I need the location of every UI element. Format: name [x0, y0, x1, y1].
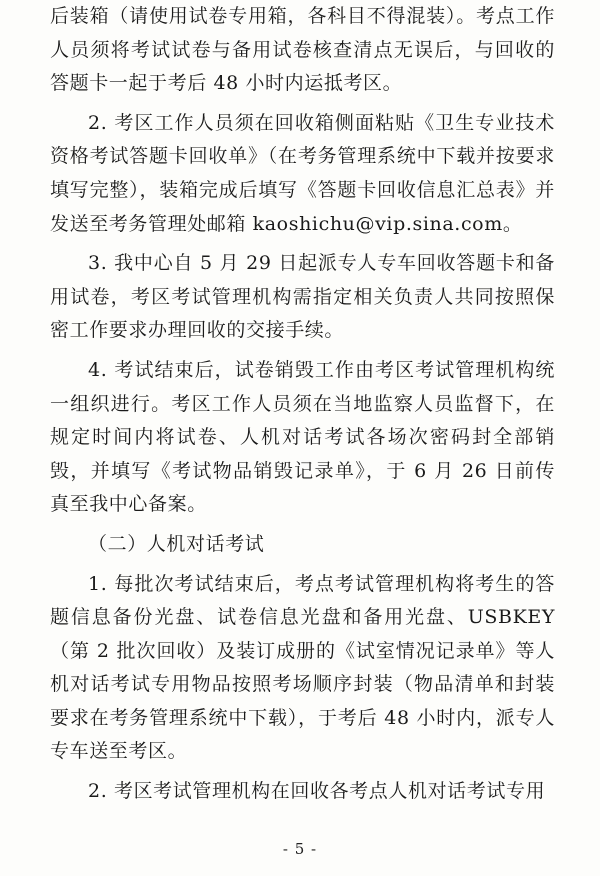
- section-subheading: （二）人机对话考试: [88, 532, 265, 555]
- paragraph-item-1-online-exam: 1. 每批次考试结束后，考点考试管理机构将考生的答题信息备份光盘、试卷信息光盘和备用光盘、USBKEY（第 2 批次回收）及装订成册的《试室情况记录单》等人机对话考试专用物品按照考场顺序封装（物品清单和封装要求在考务管理系统中下载），于考后 48 小时内，派专人专车送至考区。: [50, 572, 555, 763]
- paragraph-item-2: 2. 考区工作人员须在回收箱侧面粘贴《卫生专业技术资格考试答题卡回收单》（在考务管理系统中下载并按要求填写完整），装箱完成后填写《答题卡回收信息汇总表》并发送至考务管理处邮箱 kaoshichu@vip.sina.com。: [50, 111, 555, 235]
- paragraph-item-2-online-exam: 2. 考区考试管理机构在回收各考点人机对话考试专用: [88, 780, 546, 803]
- paragraph-item-3: 3. 我中心自 5 月 29 日起派专人专车回收答题卡和备用试卷，考区考试管理机构需指定相关负责人共同按照保密工作要求办理回收的交接手续。: [50, 252, 555, 342]
- paragraph-continuation: 后装箱（请使用试卷专用箱，各科目不得混装）。考点工作人员须将考试试卷与备用试卷核查清点无误后，与回收的答题卡一起于考后 48 小时内运抵考区。: [50, 5, 555, 95]
- page-number: - 5 -: [282, 840, 318, 858]
- paragraph-item-4: 4. 考试结束后，试卷销毁工作由考区考试管理机构统一组织进行。考区工作人员须在当地监察人员监督下，在规定时间内将试卷、人机对话考试各场次密码封全部销毁，并填写《考试物品销毁记录单》，于 6 月 26 日前传真至我中心备案。: [50, 358, 555, 516]
- document-body: [50, 0, 555, 815]
